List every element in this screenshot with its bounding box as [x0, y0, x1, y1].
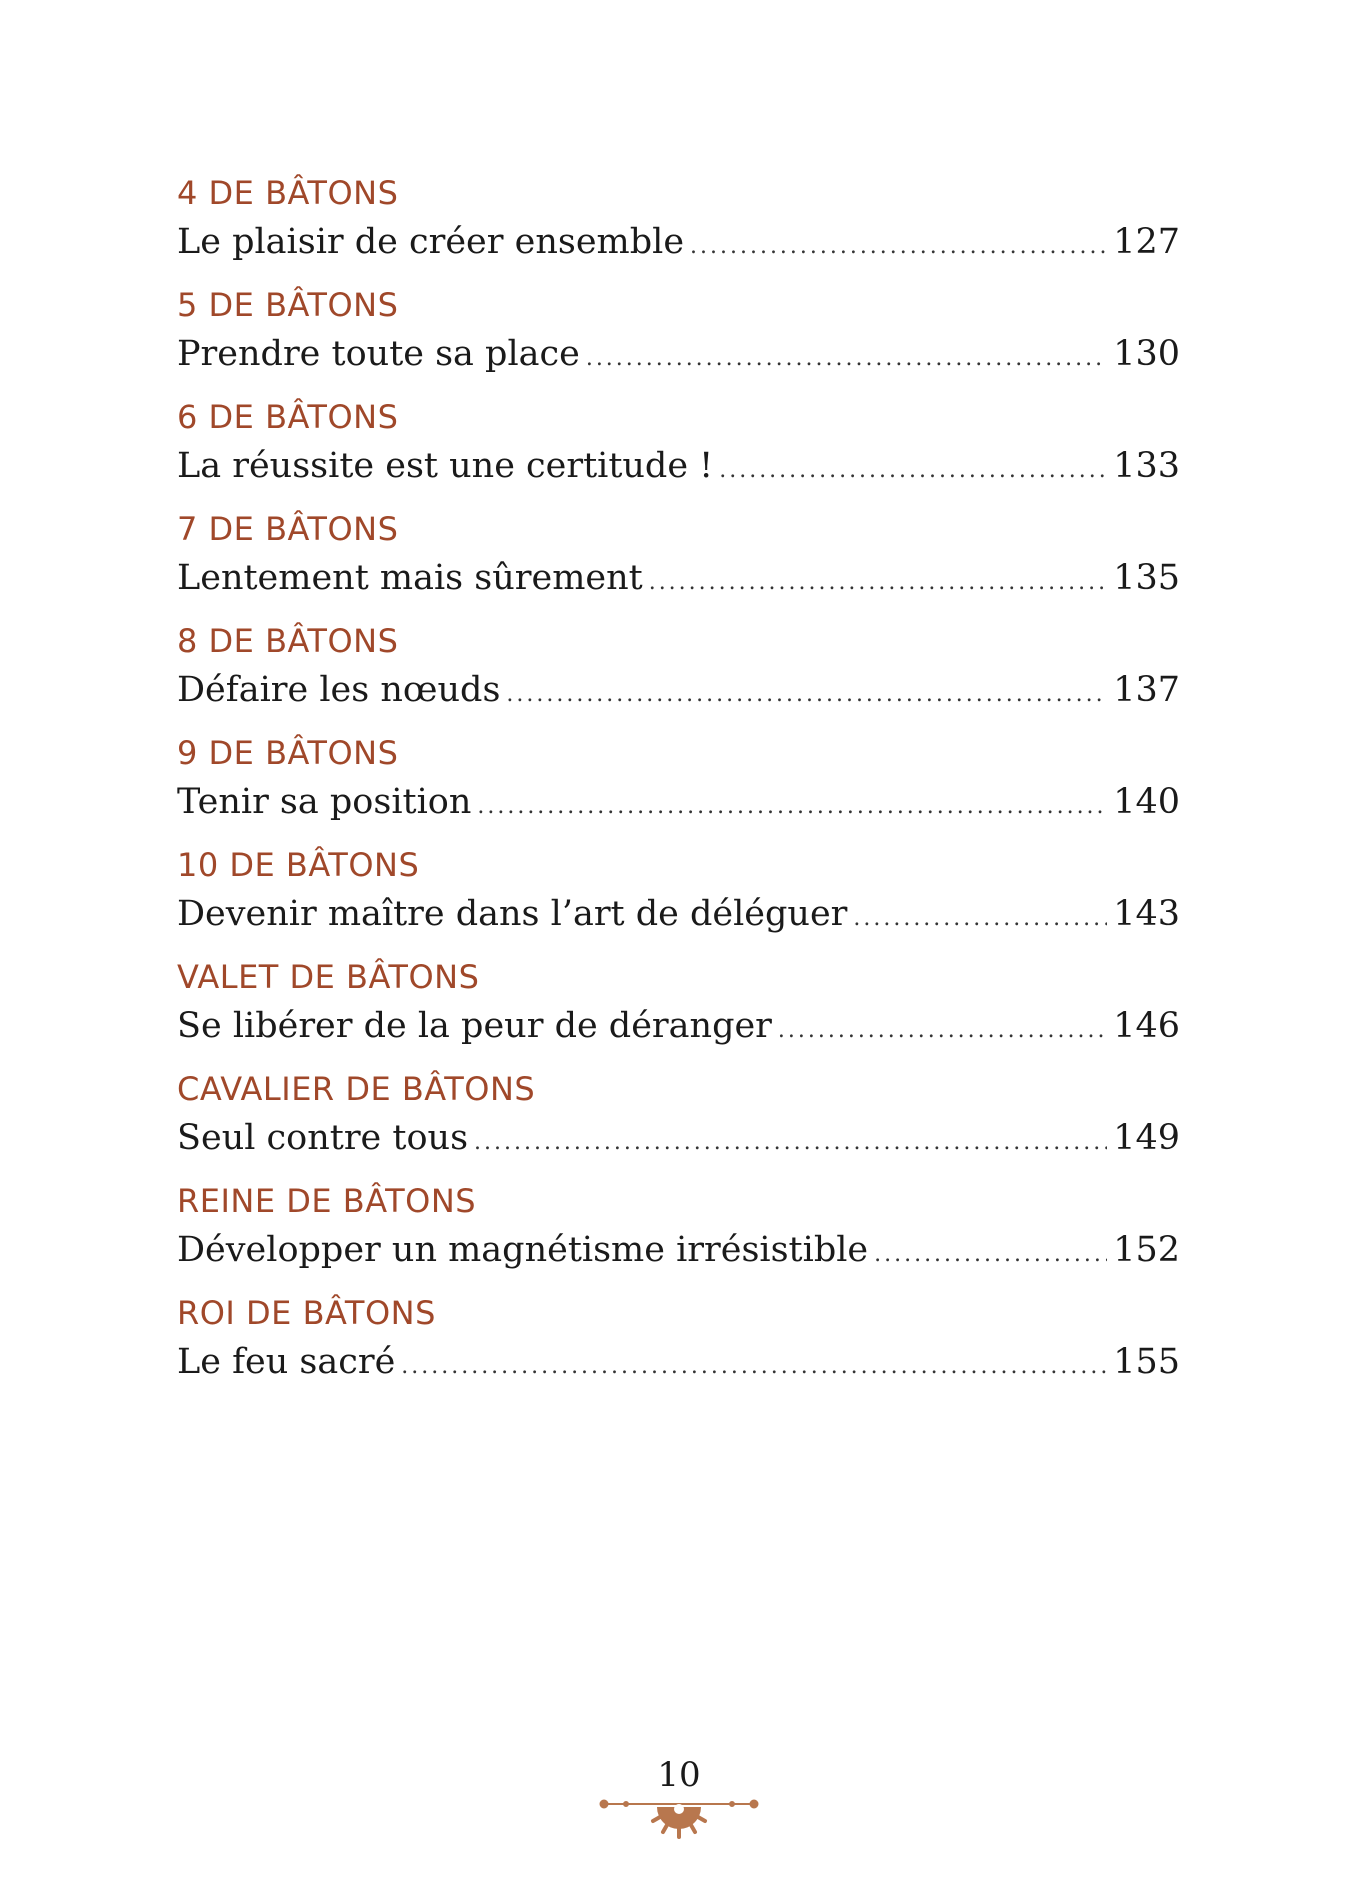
toc-entry — [177, 1066, 1180, 1178]
toc-entry-line[interactable] — [177, 1000, 1180, 1052]
toc-entry — [177, 730, 1180, 842]
toc-entry-page: 146 — [1113, 1006, 1180, 1046]
toc-entry-title: Le feu sacré — [177, 1342, 396, 1382]
toc-entry-page: 130 — [1113, 334, 1180, 374]
toc-entry-title: Le plaisir de créer ensemble — [177, 222, 685, 262]
toc-entry-heading: 5 DE BÂTONS — [177, 286, 399, 324]
toc-entry-line[interactable] — [177, 1224, 1180, 1276]
toc-entry-title: Se libérer de la peur de déranger — [177, 1006, 772, 1046]
dot-leader — [719, 445, 1107, 497]
toc-entry — [177, 170, 1180, 282]
toc-entry-title: Défaire les nœuds — [177, 670, 501, 710]
toc-entry-page: 133 — [1113, 446, 1180, 486]
toc-entry-heading: VALET DE BÂTONS — [177, 958, 480, 996]
dot-leader — [586, 333, 1107, 385]
toc-entry-title: Lentement mais sûrement — [177, 558, 643, 598]
toc-entry-heading: REINE DE BÂTONS — [177, 1182, 477, 1220]
dot-leader — [474, 1117, 1107, 1169]
toc-entry-page: 143 — [1113, 894, 1180, 934]
toc-entry-page: 135 — [1113, 558, 1180, 598]
dot-leader — [401, 1341, 1107, 1393]
toc-entry-line[interactable] — [177, 664, 1180, 716]
page-number: 10 — [657, 1755, 701, 1795]
table-of-contents — [177, 170, 1180, 1402]
toc-entry-title: Développer un magnétisme irrésistible — [177, 1230, 869, 1270]
toc-entry-line[interactable] — [177, 552, 1180, 604]
toc-entry-page: 149 — [1113, 1118, 1180, 1158]
dot-leader — [853, 893, 1107, 945]
toc-entry-line[interactable] — [177, 1336, 1180, 1388]
toc-entry-heading: ROI DE BÂTONS — [177, 1294, 436, 1332]
toc-entry — [177, 954, 1180, 1066]
toc-entry-title: Prendre toute sa place — [177, 334, 580, 374]
dot-leader — [690, 221, 1107, 273]
toc-entry — [177, 394, 1180, 506]
toc-entry — [177, 282, 1180, 394]
toc-entry-title: La réussite est une certitude ! — [177, 446, 714, 486]
toc-entry-heading: 8 DE BÂTONS — [177, 622, 399, 660]
toc-entry-line[interactable] — [177, 1112, 1180, 1164]
toc-entry — [177, 1290, 1180, 1402]
dot-leader — [477, 781, 1107, 833]
toc-entry-heading: 6 DE BÂTONS — [177, 398, 399, 436]
toc-entry-title: Seul contre tous — [177, 1118, 469, 1158]
dot-leader — [649, 557, 1107, 609]
dot-leader — [874, 1229, 1107, 1281]
toc-entry-page: 137 — [1113, 670, 1180, 710]
toc-entry — [177, 506, 1180, 618]
toc-entry-line[interactable] — [177, 888, 1180, 940]
toc-entry-title: Tenir sa position — [177, 782, 472, 822]
toc-entry — [177, 842, 1180, 954]
toc-entry-page: 140 — [1113, 782, 1180, 822]
page-footer — [0, 1755, 1358, 1839]
toc-entry-heading: 7 DE BÂTONS — [177, 510, 399, 548]
toc-entry-heading: 10 DE BÂTONS — [177, 846, 420, 884]
toc-entry — [177, 1178, 1180, 1290]
toc-entry-line[interactable] — [177, 776, 1180, 828]
dot-leader — [778, 1005, 1107, 1057]
toc-entry-page: 152 — [1113, 1230, 1180, 1270]
sun-ornament-icon — [594, 1795, 764, 1839]
toc-entry-heading: 4 DE BÂTONS — [177, 174, 399, 212]
toc-entry-page: 127 — [1113, 222, 1180, 262]
toc-entry-line[interactable] — [177, 216, 1180, 268]
toc-entry-heading: 9 DE BÂTONS — [177, 734, 399, 772]
toc-entry-page: 155 — [1113, 1342, 1180, 1382]
toc-entry-line[interactable] — [177, 328, 1180, 380]
toc-entry-title: Devenir maître dans l’art de déléguer — [177, 894, 848, 934]
dot-leader — [506, 669, 1107, 721]
toc-entry-line[interactable] — [177, 440, 1180, 492]
toc-entry-heading: CAVALIER DE BÂTONS — [177, 1070, 536, 1108]
toc-entry — [177, 618, 1180, 730]
